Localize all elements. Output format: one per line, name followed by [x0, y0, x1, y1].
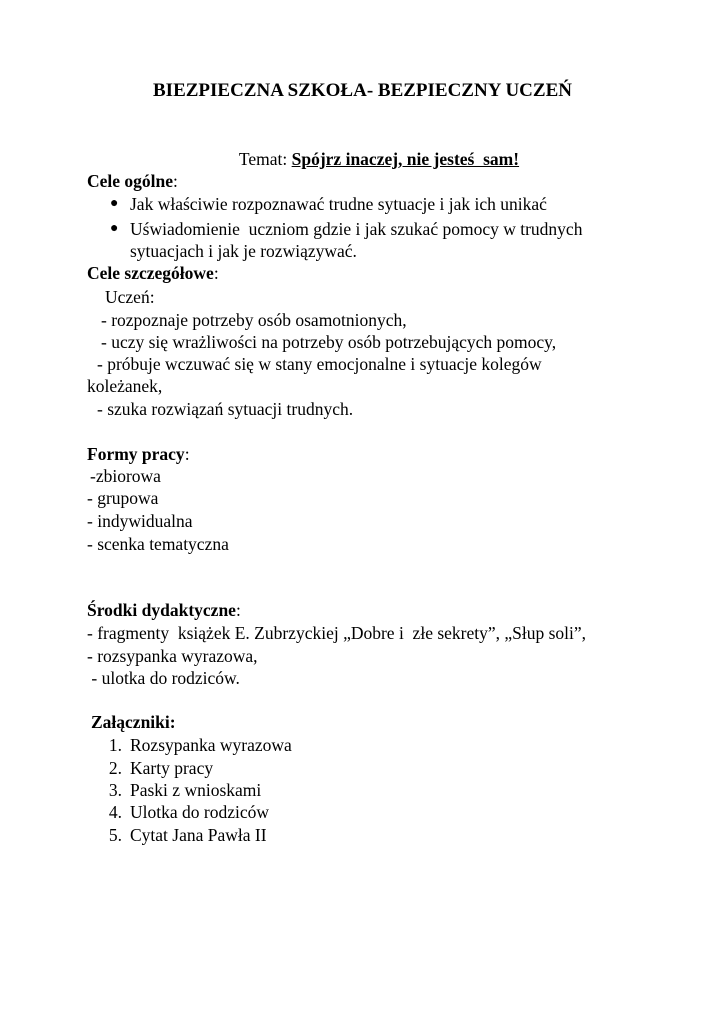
attachment-item: Ulotka do rodziców: [130, 802, 269, 822]
attachment-number: 2.: [108, 758, 122, 778]
specific-goal-line: - uczy się wrażliwości na potrzeby osób potrzebujących pomocy,: [101, 332, 557, 352]
attachment-item: Rozsypanka wyrazowa: [130, 735, 292, 755]
attachment-number: 1.: [108, 735, 122, 755]
attachments-heading: Załączniki:: [91, 712, 176, 732]
specific-goals-heading: Cele szczegółowe:: [87, 263, 219, 283]
work-form-item: - indywidualna: [87, 511, 193, 531]
work-forms-heading: Formy pracy:: [87, 444, 190, 464]
attachment-item: Cytat Jana Pawła II: [130, 825, 267, 845]
specific-goal-line: - szuka rozwiązań sytuacji trudnych.: [97, 399, 354, 419]
attachment-number: 3.: [108, 780, 122, 800]
general-goal-2-line-2: sytuacjach i jak je rozwiązywać.: [130, 241, 357, 261]
bullet-icon: ●: [110, 196, 119, 211]
document-title: BIEZPIECZNA SZKOŁA- BEZPIECZNY UCZEŃ: [153, 80, 572, 101]
teaching-aids-heading: Środki dydaktyczne:: [87, 600, 241, 620]
work-form-item: - grupowa: [87, 488, 159, 508]
specific-goal-line: koleżanek,: [87, 376, 163, 396]
work-form-item: -zbiorowa: [90, 466, 161, 486]
specific-goal-line: - rozpoznaje potrzeby osób osamotnionych,: [101, 310, 407, 330]
attachment-item: Karty pracy: [130, 758, 214, 778]
topic-label: Temat:: [238, 149, 292, 169]
specific-goal-line: Uczeń:: [105, 287, 155, 307]
general-goal-2-line-1: Uświadomienie uczniom gdzie i jak szukać pomocy w trudnych: [130, 219, 583, 239]
topic-value: Spójrz inaczej, nie jesteś sam!: [291, 149, 520, 169]
general-goal-1: Jak właściwie rozpoznawać trudne sytuacje i jak ich unikać: [130, 194, 547, 214]
specific-goal-line: - próbuje wczuwać się w stany emocjonalne i sytuacje kolegów: [97, 354, 542, 374]
work-form-item: - scenka tematyczna: [87, 534, 229, 554]
teaching-aid-item: - rozsypanka wyrazowa,: [87, 646, 258, 666]
teaching-aid-item: - ulotka do rodziców.: [87, 668, 240, 688]
teaching-aid-item: - fragmenty książek E. Zubrzyckiej „Dobre i złe sekrety”, „Słup soli”,: [87, 623, 587, 643]
attachment-item: Paski z wnioskami: [130, 780, 262, 800]
topic-line: [0, 148, 725, 170]
bullet-icon: ●: [110, 221, 119, 236]
attachment-number: 5.: [108, 825, 122, 845]
general-goals-heading: Cele ogólne:: [87, 171, 178, 191]
attachment-number: 4.: [108, 802, 122, 822]
